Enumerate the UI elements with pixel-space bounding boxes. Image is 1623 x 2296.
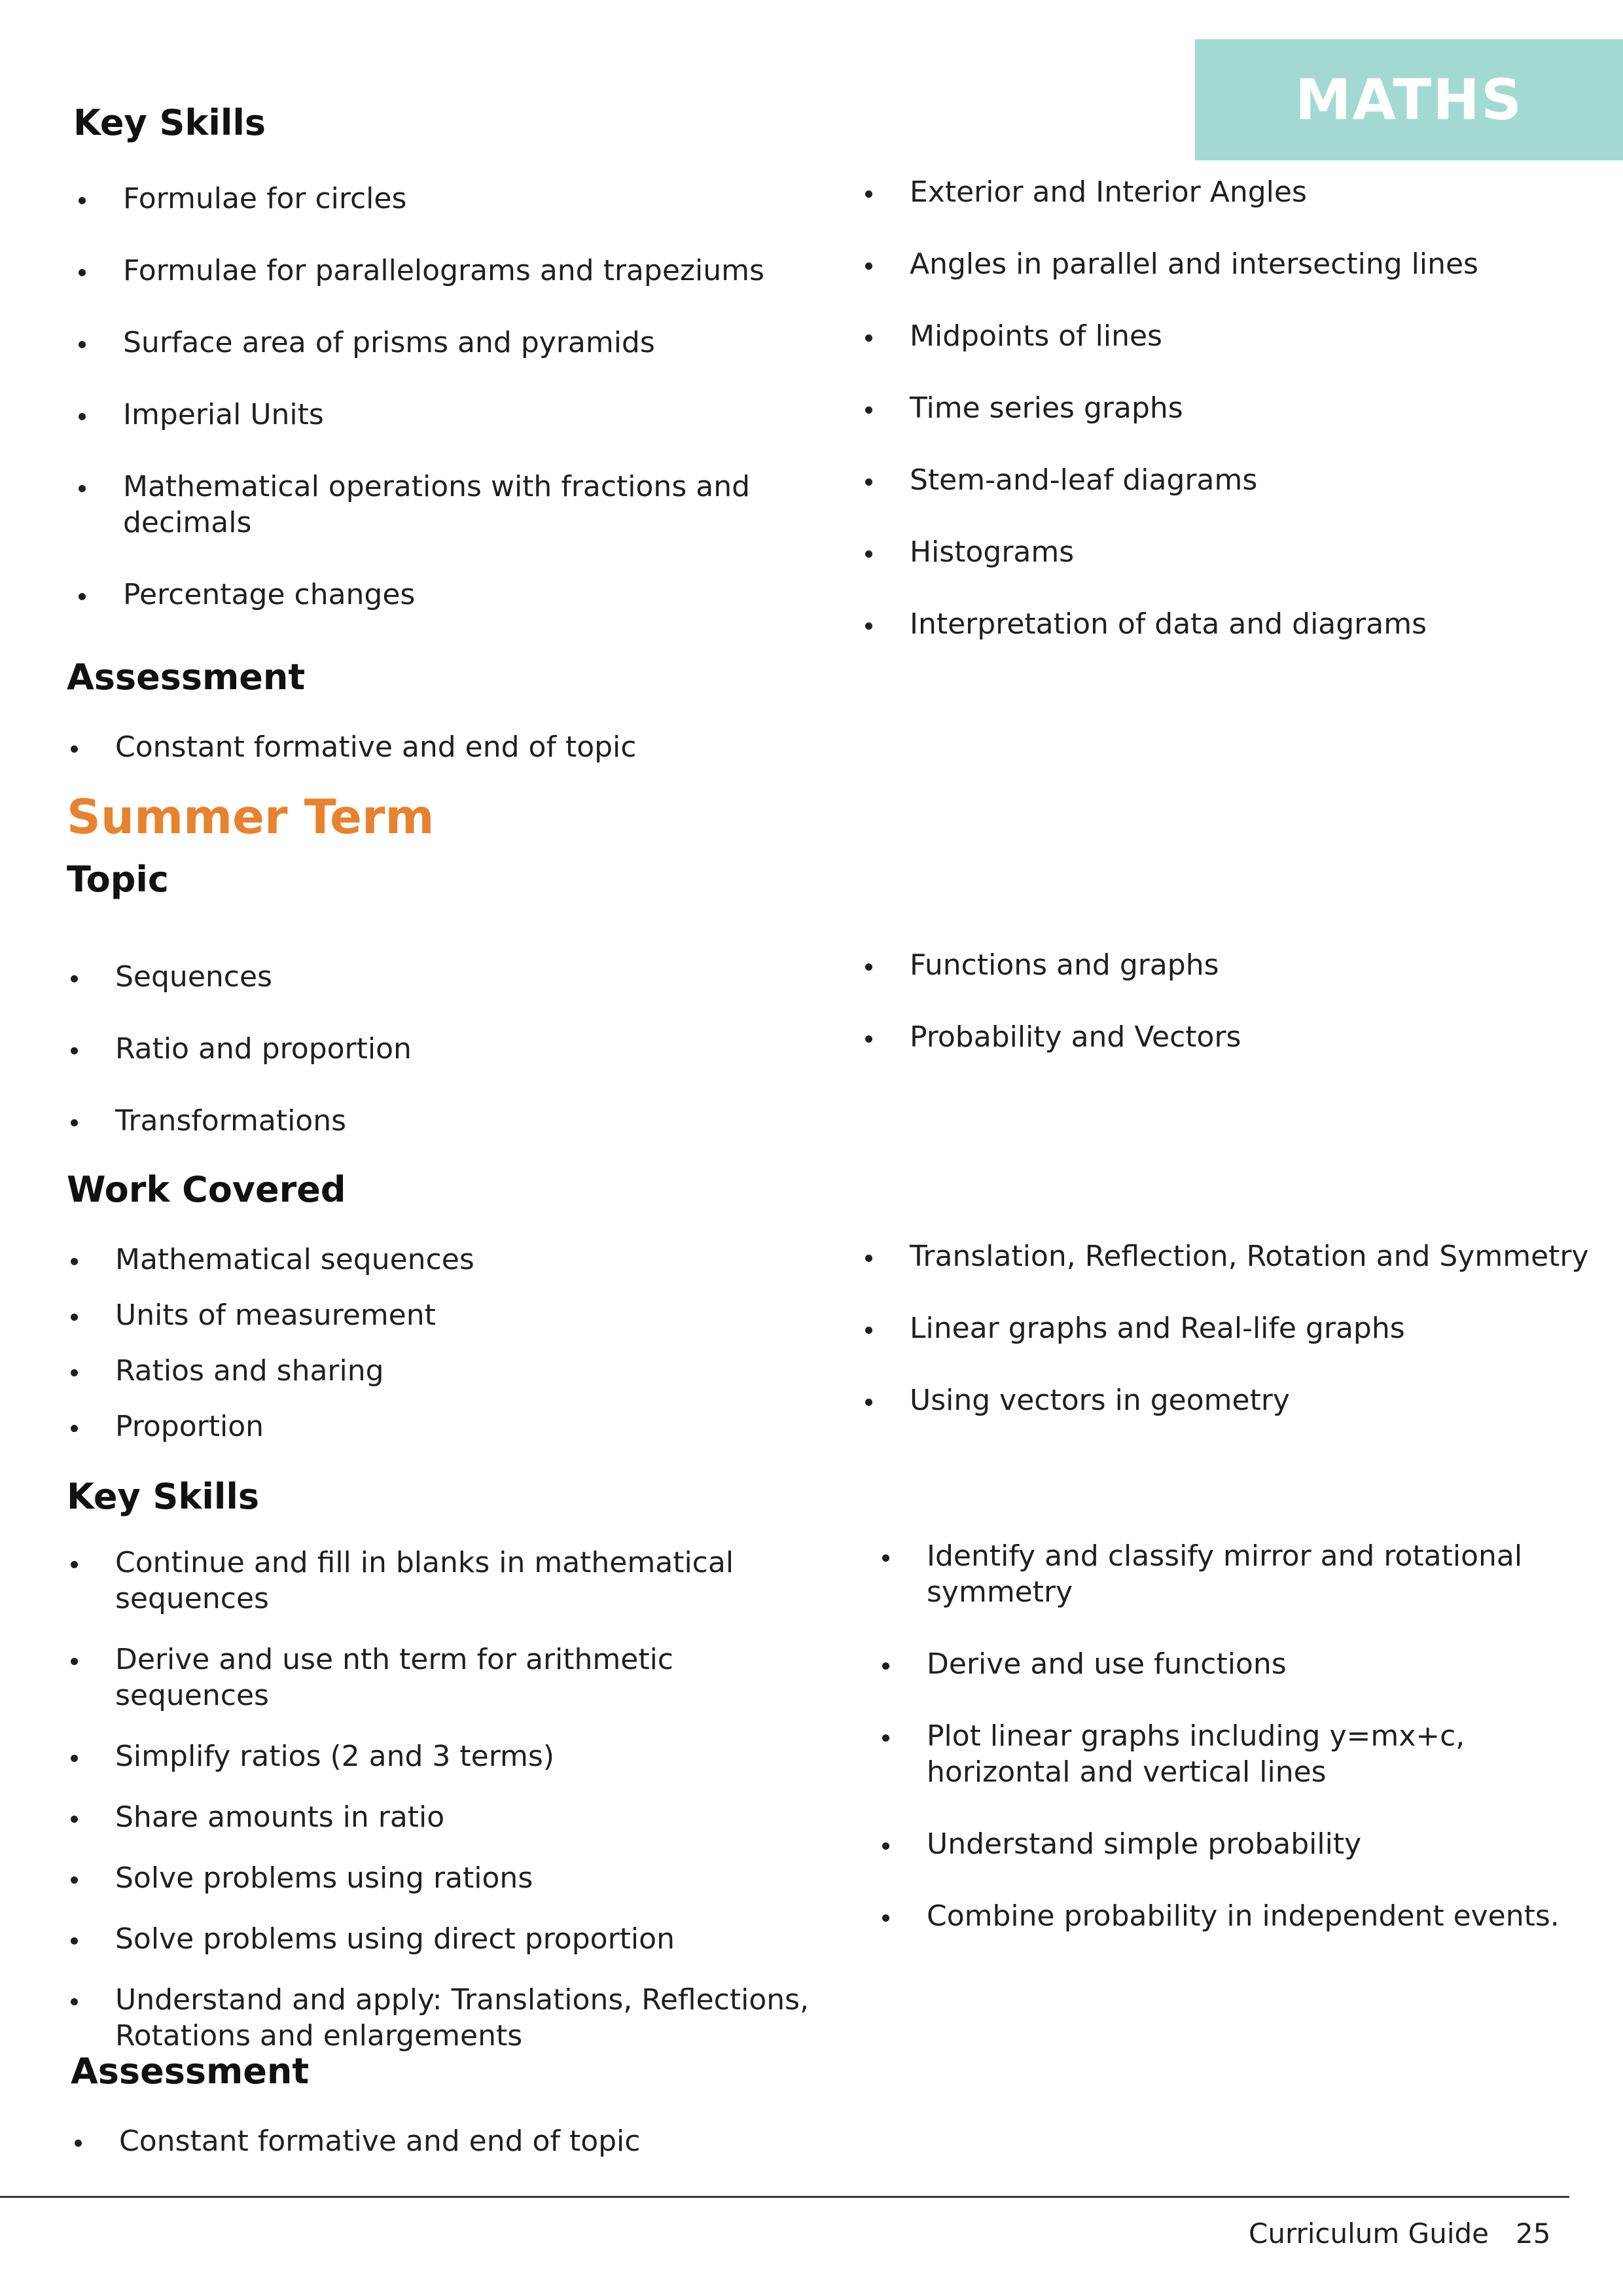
summer-assessment-list [71, 2123, 856, 2159]
list-item: Solve problems using rations [67, 1860, 819, 1896]
footer-divider [0, 2196, 1569, 2198]
summer-work-covered-left [67, 1242, 800, 1444]
list-item: Plot linear graphs including y=mx+c, horizontal and vertical lines [878, 1718, 1572, 1790]
list-item: Linear graphs and Real-life graphs [861, 1310, 1594, 1346]
work-covered-heading: Work Covered [67, 1169, 346, 1210]
list-item: Interpretation of data and diagrams [861, 606, 1581, 642]
list-item: Transformations [67, 1103, 800, 1139]
list-item: Units of measurement [67, 1297, 800, 1333]
footer-label: Curriculum Guide [1249, 2217, 1489, 2250]
page-number: 25 [1516, 2217, 1551, 2250]
list-item: Constant formative and end of topic [67, 729, 852, 765]
list-item: Combine probability in independent events. [878, 1898, 1572, 1934]
list-item: Solve problems using direct proportion [67, 1921, 819, 1957]
summer-key-skills-right [878, 1538, 1572, 1934]
summer-work-covered-right [861, 1238, 1594, 1418]
list-item: Imperial Units [75, 397, 808, 433]
list-item: Continue and fill in blanks in mathematical sequences [67, 1545, 819, 1617]
list-item: Proportion [67, 1408, 800, 1444]
list-item: Understand and apply: Translations, Reflections, Rotations and enlargements [67, 1982, 819, 2054]
list-item: Simplify ratios (2 and 3 terms) [67, 1738, 819, 1774]
list-item: Angles in parallel and intersecting lines [861, 246, 1581, 282]
list-item: Formulae for circles [75, 181, 808, 217]
summer-topic-left [67, 959, 800, 1139]
list-item: Functions and graphs [861, 947, 1581, 983]
list-item: Mathematical operations with fractions and decimals [75, 469, 808, 541]
list-item: Mathematical sequences [67, 1242, 800, 1278]
list-item: Surface area of prisms and pyramids [75, 325, 808, 361]
summer-key-skills-heading: Key Skills [67, 1476, 259, 1517]
list-item: Derive and use functions [878, 1646, 1572, 1682]
list-item: Ratios and sharing [67, 1353, 800, 1389]
list-item: Midpoints of lines [861, 318, 1581, 354]
list-item: Percentage changes [75, 577, 808, 613]
subject-tab [1195, 39, 1623, 160]
summer-term-title: Summer Term [67, 789, 435, 844]
list-item: Histograms [861, 534, 1581, 570]
list-item: Translation, Reflection, Rotation and Symmetry [861, 1238, 1594, 1274]
list-item: Exterior and Interior Angles [861, 174, 1581, 210]
subject-label: MATHS [1294, 67, 1524, 133]
spring-key-skills-right [861, 174, 1581, 642]
list-item: Time series graphs [861, 390, 1581, 426]
spring-key-skills-left [75, 181, 808, 613]
list-item: Formulae for parallelograms and trapeziums [75, 253, 808, 289]
list-item: Stem-and-leaf diagrams [861, 462, 1581, 498]
list-item: Understand simple probability [878, 1826, 1572, 1862]
list-item: Identify and classify mirror and rotational symmetry [878, 1538, 1572, 1610]
list-item: Constant formative and end of topic [71, 2123, 856, 2159]
topic-heading: Topic [67, 859, 169, 900]
list-item: Share amounts in ratio [67, 1799, 819, 1835]
assessment-heading: Assessment [67, 656, 306, 698]
list-item: Ratio and proportion [67, 1031, 800, 1067]
summer-key-skills-left [67, 1545, 819, 2054]
list-item: Derive and use nth term for arithmetic sequences [67, 1641, 819, 1713]
spring-assessment-list [67, 729, 852, 765]
summer-assessment-heading: Assessment [71, 2051, 310, 2092]
key-skills-heading: Key Skills [73, 102, 266, 143]
list-item: Using vectors in geometry [861, 1382, 1594, 1418]
list-item: Probability and Vectors [861, 1019, 1581, 1055]
list-item: Sequences [67, 959, 800, 995]
summer-topic-right [861, 947, 1581, 1055]
